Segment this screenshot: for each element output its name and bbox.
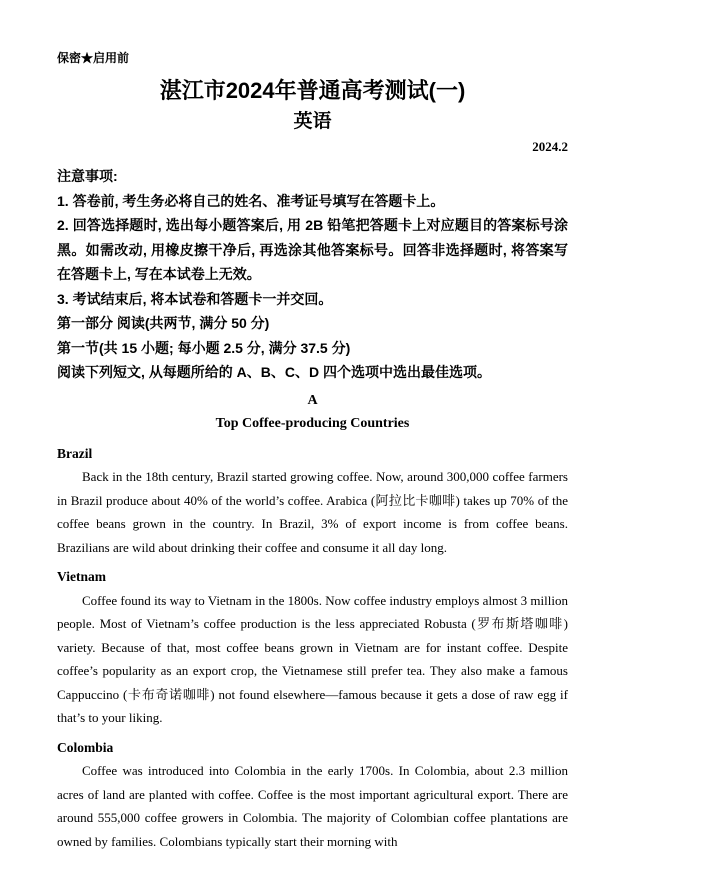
reading-directions: 阅读下列短文, 从每题所给的 A、B、C、D 四个选项中选出最佳选项。 xyxy=(57,364,491,380)
passage-paragraph-vietnam: Coffee found its way to Vietnam in the 1800s. Now coffee industry employs almost 3 million people. Most of Vietnam’s coffee production is the less appreciated Robusta (罗布斯塔咖啡) variety. Because of that, most coffee beans grown in Vietnam are for instant coffee. Despite coffee’s popularity as an export crop, the Vietnamese still prefer tea. They also make a famous Cappuccino (卡布奇诺咖啡) not found elsewhere—famous because it gets a dose of raw egg if that’s to your liking. xyxy=(57,592,568,725)
country-heading-vietnam: Vietnam xyxy=(57,569,106,584)
instructions-block xyxy=(57,164,568,311)
security-notice: 保密★启用前 xyxy=(57,51,130,65)
country-heading-colombia: Colombia xyxy=(57,739,114,755)
instruction-item-3: 3. 考试结束后, 将本试卷和答题卡一并交回。 xyxy=(57,290,333,307)
country-heading-brazil: Brazil xyxy=(57,445,93,461)
section-one-heading: 第一节(共 15 小题; 每小题 2.5 分, 满分 37.5 分) xyxy=(57,339,351,356)
passage-section-vietnam xyxy=(57,565,568,730)
passage-section-brazil xyxy=(57,442,568,560)
subject-title: 英语 xyxy=(293,111,332,132)
passage-paragraph-brazil: Back in the 18th century, Brazil started growing coffee. Now, around 300,000 coffee farmers in Brazil produce about 40% of the world’s coffee. Arabica (阿拉比卡咖啡) takes up 70% of the coffee beans grown in the country. In Brazil, 3% of export income is from coffee beans. Brazilians are wild about drinking their coffee and consume it all day long. xyxy=(57,469,568,555)
instruction-item-1: 1. 答卷前, 考生务必将自己的姓名、准考证号填写在答题卡上。 xyxy=(57,192,445,209)
part-one-heading: 第一部分 阅读(共两节, 满分 50 分) xyxy=(57,315,270,331)
passage-paragraph-colombia: Coffee was introduced into Colombia in the early 1700s. In Colombia, about 2.3 million acres of land are planted with coffee. Coffee is the most important agricultural export. There are around 555,000 coffee growers in Colombia. The majority of Colombian coffee plantations are owned by families. Colombians typically start their morning with xyxy=(57,763,568,849)
passage-title: Top Coffee-producing Countries xyxy=(215,416,410,431)
passage-section-colombia xyxy=(57,736,568,854)
exam-date: 2024.2 xyxy=(532,139,568,154)
passage-label-a: A xyxy=(307,392,318,408)
instruction-item-2: 2. 回答选择题时, 选出每小题答案后, 用 2B 铅笔把答题卡上对应题目的答案标号涂黑。如需改动, 用橡皮擦干净后, 再选涂其他答案标号。回答非选择题时, 将答案写在答题卡上, 写在本试卷上无效。 xyxy=(57,217,568,282)
page-title: 湛江市2024年普通高考测试(一) xyxy=(159,78,466,103)
instructions-heading: 注意事项: xyxy=(57,168,118,184)
